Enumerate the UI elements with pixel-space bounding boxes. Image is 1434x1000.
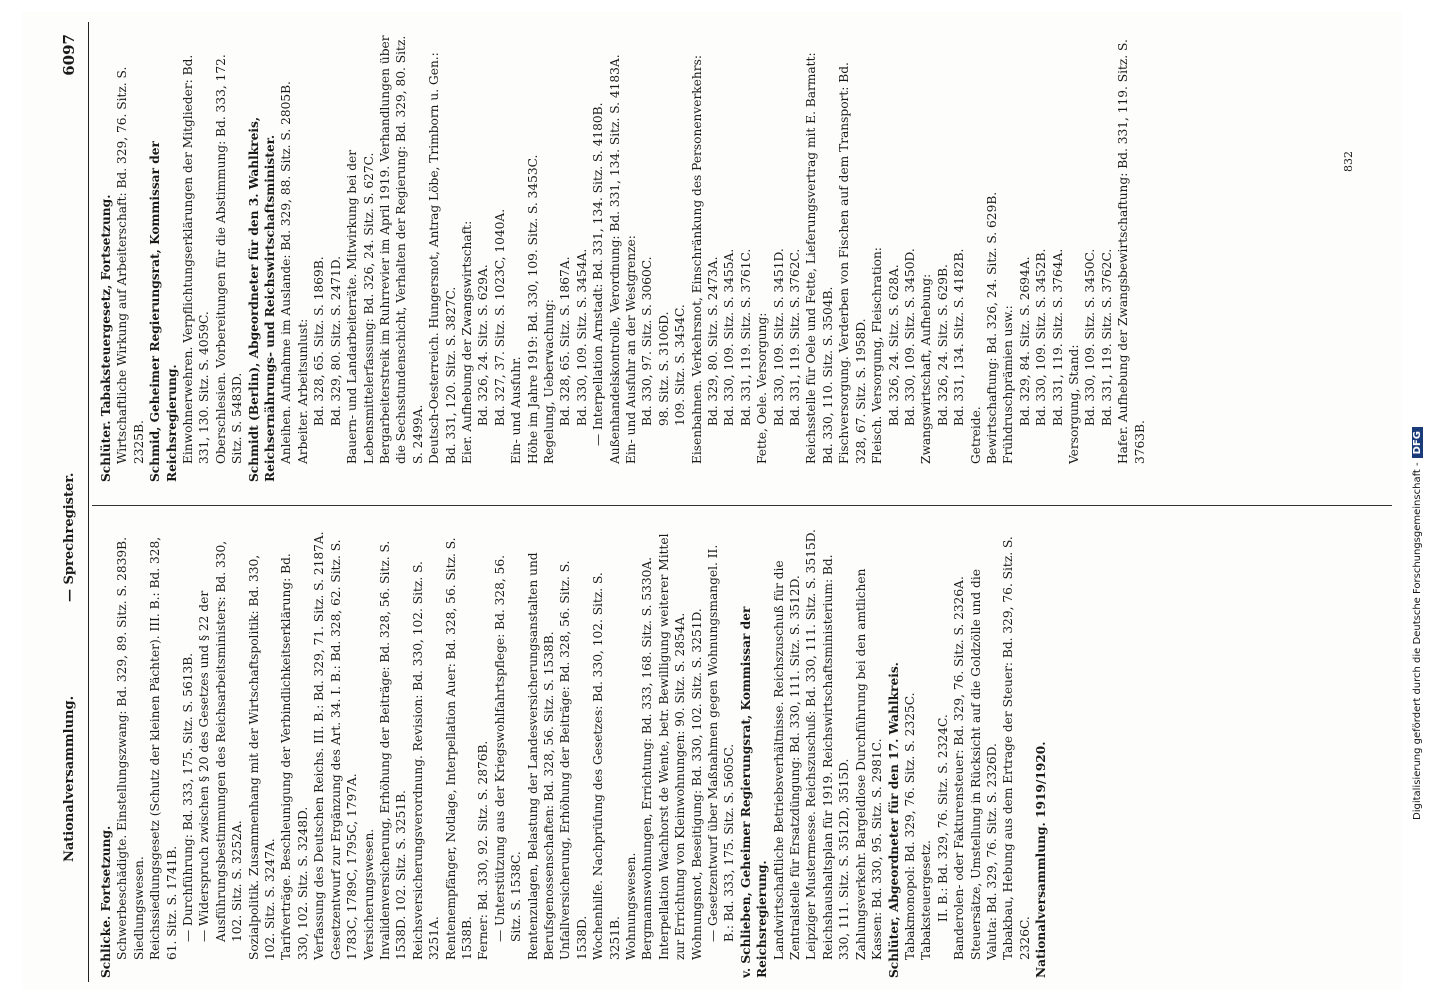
index-entry: Leipziger Mustermesse. Reichszuschuß: Bd. 330, 111. Sitz. S. 3515D. [804, 529, 819, 960]
index-entry: Reichssiedlungsgesetz (Schutz der kleinen Pächter). III. B.: Bd. 328, 61. Sitz. S. 1741B. [148, 536, 179, 960]
index-entry: Außenhandelskontrolle, Verordnung: Bd. 331, 134. Sitz. S. 4183A. [607, 54, 622, 464]
index-entry: Zahlungsverkehr. Bargeldlose Durchführung bei den amtlichen Kassen: Bd. 330, 95. Sitz. S. 2981C. [853, 568, 885, 960]
index-entry: Höhe im Jahre 1919: Bd. 330, 109. Sitz. S. 3453C. [525, 154, 540, 464]
index-entry: Bd. 330, 109. Sitz. S. 3454A. [574, 248, 589, 426]
dfg-logo: DFG [1412, 427, 1423, 458]
index-entry: Schmidt (Berlin), Abgeordneter für den 3. Wahlkreis, Reichsernährungs- und Reichswirtschaftsminister. [246, 116, 278, 482]
index-entry: Bd. 331, 119. Sitz. S. 3762C. [1099, 248, 1114, 426]
index-entry: v. Schlieben, Geheimer Regierungsrat, Kommissar der Reichsregierung. [738, 606, 770, 978]
index-entry: Bd. 330, 109. Sitz. S. 3450D. [902, 248, 917, 426]
index-entry: Bd. 330, 109. Sitz. S. 3451D. [771, 248, 786, 426]
index-entry: Nationalversammlung. 1919/1920. [1034, 741, 1049, 978]
index-entry: Bauern- und Landarbeiterräte. Mitwirkung bei der Lebensmittelerfassung: Bd. 326, 24. Sitz. S. 627C. [345, 149, 376, 464]
index-entry: — Unterstützung aus der Kriegswohlfahrtspflege: Bd. 328, 56. Sitz. S. 1538C. [492, 554, 524, 942]
side-credit-text: Digitalisierung gefördert durch die Deutsche Forschungsgemeinschaft - [1412, 462, 1423, 820]
index-entry: Fleisch. Versorgung, Fleischration: [870, 247, 885, 464]
index-entry: Wohnungswesen. [624, 852, 638, 960]
index-entry: Steuersätze, Umstellung in Rücksicht auf die Goldzölle und die Valuta: Bd. 329, 76. Sitz. S. 2326D. [968, 569, 999, 960]
index-entry: Gesetzentwurf zur Ergänzung des Art. 34. I. B.: Bd. 328, 62. Sitz. S. 1783C, 1789C, 1795C, 1797A. [328, 539, 360, 960]
index-entry: Fette, Oele. Versorgung: [755, 312, 770, 464]
rotated-page-content [52, 22, 1412, 982]
index-entry: Bewirtschaftung: Bd. 326, 24. Sitz. S. 629B. [984, 191, 999, 464]
footer-number: 832 [1342, 151, 1355, 172]
index-entry: Verfassung des Deutschen Reichs. III. B.: Bd. 329, 71. Sitz. S. 2187A. [312, 531, 327, 960]
index-entry: Bd. 328, 65. Sitz. S. 1869B. [312, 256, 327, 426]
index-entry: Bergarbeiterstreik im Ruhrrevier im April 1919. Verhandlungen über die Sechsstundenschicht, Verhalten der Regierung: Bd. 329, 80. Sitz. S. 2499A. [377, 35, 425, 464]
index-entry: Reichsstelle für Oele und Fette, Lieferungsvertrag mit E. Barmatt: Bd. 330, 110. Sitz. S. 3504B. [804, 52, 835, 464]
index-entry: Hafer. Aufhebung der Zwangsbewirtschaftung: Bd. 331, 119. Sitz. S. 3763B. [1116, 39, 1147, 464]
index-entry: Bd. 331, 119. Sitz. S. 3764A. [1050, 248, 1065, 426]
index-entry: Versicherungswesen. [361, 828, 376, 960]
index-entry: Bd. 331, 119. Sitz. S. 3762C. [788, 248, 803, 426]
index-entry: 109. Sitz. S. 3454C. [673, 304, 688, 426]
index-entry: Bd. 329, 80. Sitz. S. 2473A. [706, 256, 721, 426]
index-entry: Reichshaushaltsplan für 1919. Reichswirtschaftsministerium: Bd. 330, 111. Sitz. S. 3512D, 3515D. [820, 554, 852, 960]
index-entry: Zwangswirtschaft, Aufhebung: [919, 273, 934, 464]
index-entry: Bd. 326, 24. Sitz. S. 629B. [935, 264, 950, 426]
index-entry: II. B.: Bd. 329, 76. Sitz. S. 2324C. [935, 714, 950, 922]
scanned-page [22, 12, 1402, 990]
left-column [98, 528, 1398, 978]
index-entry: Einwohnerwehren. Verpflichtungserklärungen der Mitglieder: Bd. 331, 130. Sitz. S. 4059C. [181, 54, 212, 464]
index-entry: — Durchführung: Bd. 333, 175. Sitz. S. 5613B. [181, 652, 196, 942]
header-left: Nationalversammlung. [62, 695, 77, 862]
index-entry: Regelung, Ueberwachung: [541, 299, 556, 464]
index-entry: Tabakmonopol: Bd. 329, 76. Sitz. S. 2325C. [902, 692, 917, 960]
index-entry: Arbeiter. Arbeitsunlust: [295, 318, 310, 464]
index-entry: Landwirtschaftliche Betriebsverhältnisse. Reichszuschuß für die Zentralstelle für Ersatzdüngung: Bd. 330, 111. Sitz. S. 3512D. [771, 560, 803, 960]
index-entry: Bergmannswohnungen, Errichtung: Bd. 333, 168. Sitz. S. 5330A. [640, 556, 655, 960]
index-entry: Versorgung, Stand: [1066, 344, 1081, 464]
column-divider [92, 505, 1392, 506]
index-entry: Wohnungsnot, Beseitigung: Bd. 330, 102. Sitz. S. 3251D. [689, 608, 704, 960]
index-entry: Bd. 328, 65. Sitz. S. 1867A. [558, 256, 573, 426]
index-entry: Bd. 326, 24. Sitz. S. 629A. [476, 264, 491, 426]
side-credit [1412, 60, 1428, 820]
index-entry: Bd. 330, 109. Sitz. S. 3450C. [1083, 248, 1098, 426]
index-entry: Bd. 331, 119. Sitz. S. 3761C. [738, 248, 753, 426]
index-entry: Reichsversicherungsverordnung. Revision: Bd. 330, 102. Sitz. S. 3251A. [410, 561, 442, 960]
index-entry: Bd. 326, 24. Sitz. S. 628A. [886, 264, 901, 426]
index-entry: Interpellation Wachhorst de Wente, betr. Bewilligung weiterer Mittel zur Errichtung von Kleinwohnungen: 90. Sitz. S. 2854A. [656, 533, 688, 960]
index-entry: Unfallversicherung, Erhöhung der Beiträge: Bd. 328, 56. Sitz. S. 1538D. [558, 560, 589, 960]
index-entry: Ein- und Ausfuhr an der Westgrenze: [624, 235, 638, 464]
index-entry: Schlüter. Tabaksteuergesetz, Fortsetzung. [99, 194, 113, 482]
running-header [52, 22, 89, 982]
index-entry: Schmid, Geheimer Regierungsrat, Kommissar der Reichsregierung. [148, 141, 179, 482]
index-entry: Schlicke. Fortsetzung. [99, 825, 113, 978]
page-number: 6097 [60, 34, 78, 76]
index-entry: Bd. 329, 80. Sitz. S. 2471D. [328, 256, 343, 426]
index-entry: Deutsch-Oesterreich. Hungersnot, Antrag Löbe, Trimborn u. Gen.: Bd. 331, 120. Sitz. S. 3827C. [427, 52, 458, 464]
index-entry: Tabakbau, Hebung aus dem Ertrage der Steuer: Bd. 329, 76. Sitz. S. 2326C. [1001, 536, 1032, 960]
index-entry: — Gesetzentwurf über Maßnahmen gegen Wohnungsmangel. II. B.: Bd. 333, 175. Sitz. S. 5605C. [706, 544, 737, 942]
index-entry: — Widerspruch zwischen § 20 des Gesetzes und § 22 der Ausführungsbestimmungen des Reichsarbeitsministers: Bd. 330, 102. Sitz. S. 3252A. [197, 540, 245, 942]
index-entry: Wirtschaftliche Wirkung auf Arbeiterschaft: Bd. 329, 76. Sitz. S. 2325B. [115, 66, 146, 464]
index-entry: Ein- und Ausfuhr. [509, 356, 524, 464]
index-entry: Tarifverträge. Beschleunigung der Verbindlichkeitserklärung: Bd. 330, 102. Sitz. S. 3248D. [279, 553, 310, 960]
index-entry: Getreide. [968, 406, 983, 464]
index-entry: Banderolen- oder Fakturensteuer: Bd. 329, 76. Sitz. S. 2326A. [952, 576, 967, 960]
index-entry: Tabaksteuergesetz. [919, 840, 934, 960]
index-entry: Eier. Aufhebung der Zwangswirtschaft: [459, 220, 474, 464]
index-entry: Ferner: Bd. 330, 92. Sitz. S. 2876B. [476, 740, 491, 960]
index-entry: Schlüter, Abgeordneter für den 17. Wahlkreis. [886, 662, 901, 978]
index-entry: Rentenzulagen, Belastung der Landesversicherungsanstalten und Berufsgenossenschaften: Bd. 328, 56. Sitz. S. 1538B. [525, 552, 556, 960]
index-entry: Bd. 329, 84. Sitz. S. 2694A. [1017, 256, 1032, 426]
index-entry: Wochenhilfe. Nachprüfung des Gesetzes: Bd. 330, 102. Sitz. S. 3251B. [591, 572, 622, 960]
index-entry: Bd. 327, 37. Sitz. S. 1023C, 1040A. [492, 208, 507, 426]
index-entry: Fischversorgung. Verderben von Fischen auf dem Transport: Bd. 328, 67. Sitz. S. 1958D. [837, 62, 868, 464]
index-entry: Bd. 330, 109. Sitz. S. 3452B. [1034, 248, 1049, 426]
index-entry: Bd. 330, 109. Sitz. S. 3455A. [722, 248, 737, 426]
index-entry: Schwerbeschädigte. Einstellungszwang: Bd. 329, 89. Sitz. S. 2839B. [115, 537, 130, 960]
header-center: — Sprechregister. [62, 472, 77, 602]
index-entry: Frühdruschprämien usw.: [1001, 305, 1016, 464]
index-entry: Anleihen. Aufnahme im Auslande: Bd. 329, 88. Sitz. S. 2805B. [279, 81, 294, 464]
index-entry: Oberschlesien. Vorbereitungen für die Abstimmung: Bd. 333, 172. Sitz. S. 5483D. [213, 54, 245, 464]
index-entry: Sozialpolitik. Zusammenhang mit der Wirtschaftspolitik: Bd. 330, 102. Sitz. S. 3247A. [246, 554, 278, 960]
right-column [98, 32, 1398, 482]
index-entry: Bd. 331, 134. Sitz. S. 4182B. [952, 248, 967, 426]
index-entry: Rentenempfänger, Notlage, Interpellation Auer: Bd. 328, 56. Sitz. S. 1538B. [443, 537, 474, 960]
index-entry: Invalidenversicherung, Erhöhung der Beiträge: Bd. 328, 56. Sitz. S. 1538D. 102. Sitz. S. 3251B. [377, 540, 409, 960]
index-entry: — Interpellation Arnstadt: Bd. 331, 134. Sitz. S. 4180B. [591, 102, 606, 446]
index-entry: Siedlungswesen. [131, 856, 146, 960]
index-entry: 98. Sitz. S. 3106D. [656, 311, 671, 426]
index-entry: Eisenbahnen. Verkehrsnot, Einschränkung des Personenverkehrs: [689, 55, 704, 464]
index-entry: Bd. 330, 97. Sitz. S. 3060C. [640, 256, 655, 426]
